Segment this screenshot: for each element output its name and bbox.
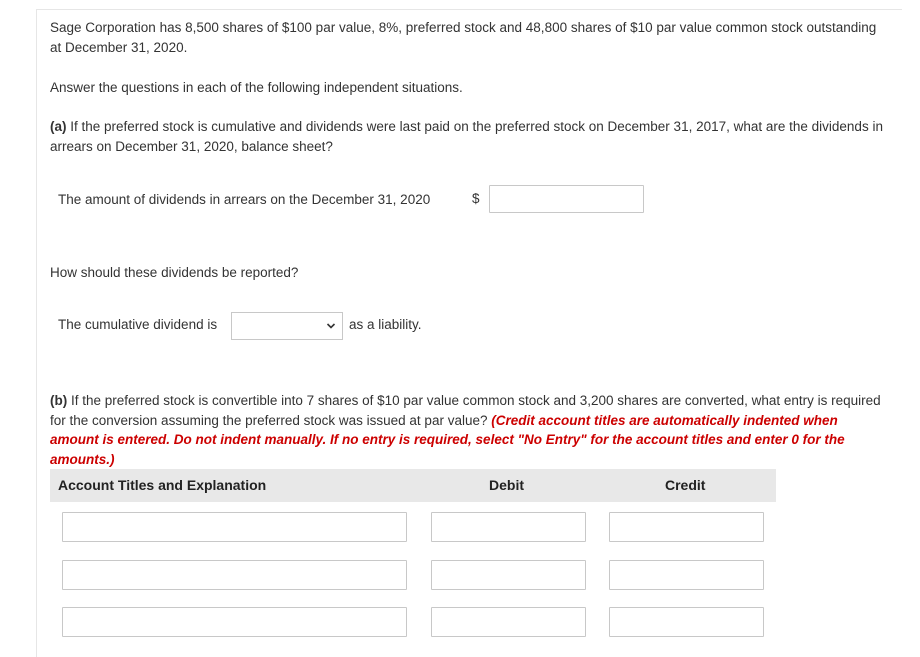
part-a-question bbox=[50, 117, 890, 156]
dividends-arrears-input[interactable] bbox=[489, 185, 644, 213]
cumulative-dividend-suffix: as a liability. bbox=[349, 317, 422, 332]
part-b-question-text: If the preferred stock is convertible into 7 shares of $10 par value common stock and 3,200 shares are converted, what entry is required for the conversion assuming the preferred stock was issued at par value? bbox=[50, 393, 881, 428]
report-question: How should these dividends be reported? bbox=[50, 265, 299, 280]
chevron-down-icon bbox=[326, 321, 336, 331]
debit-input[interactable] bbox=[431, 512, 586, 542]
account-title-input[interactable] bbox=[62, 560, 407, 590]
credit-column-header: Credit bbox=[665, 477, 706, 493]
credit-input[interactable] bbox=[609, 560, 764, 590]
credit-input[interactable] bbox=[609, 512, 764, 542]
part-b-note: (Credit account titles are automatically indented when amount is entered. Do not indent manually. If no entry is required, select "No Entry" for the account titles and enter 0 for the amounts.) bbox=[50, 412, 845, 467]
credit-input[interactable] bbox=[609, 607, 764, 637]
part-b-question bbox=[50, 391, 890, 469]
part-a-question-text: If the preferred stock is cumulative and dividends were last paid on the preferred stock on December 31, 2017, what are the dividends in arrears on December 31, 2020, balance sheet? bbox=[50, 119, 883, 154]
account-title-input[interactable] bbox=[62, 607, 407, 637]
part-b-marker: (b) bbox=[50, 393, 68, 408]
debit-input[interactable] bbox=[431, 560, 586, 590]
debit-input[interactable] bbox=[431, 607, 586, 637]
debit-column-header: Debit bbox=[489, 477, 524, 493]
account-column-header: Account Titles and Explanation bbox=[58, 477, 267, 493]
cumulative-dividend-prefix: The cumulative dividend is bbox=[58, 317, 218, 332]
journal-table-header bbox=[50, 469, 776, 502]
part-a-marker: (a) bbox=[50, 119, 67, 134]
dividends-arrears-label: The amount of dividends in arrears on the December 31, 2020 bbox=[58, 192, 431, 207]
cumulative-dividend-select[interactable] bbox=[231, 312, 343, 340]
instruction-text: Answer the questions in each of the following independent situations. bbox=[50, 80, 463, 95]
account-title-input[interactable] bbox=[62, 512, 407, 542]
currency-symbol: $ bbox=[472, 191, 480, 206]
intro-text: Sage Corporation has 8,500 shares of $100 par value, 8%, preferred stock and 48,800 shares of $10 par value common stock outstanding at December 31, 2020. bbox=[50, 20, 877, 55]
